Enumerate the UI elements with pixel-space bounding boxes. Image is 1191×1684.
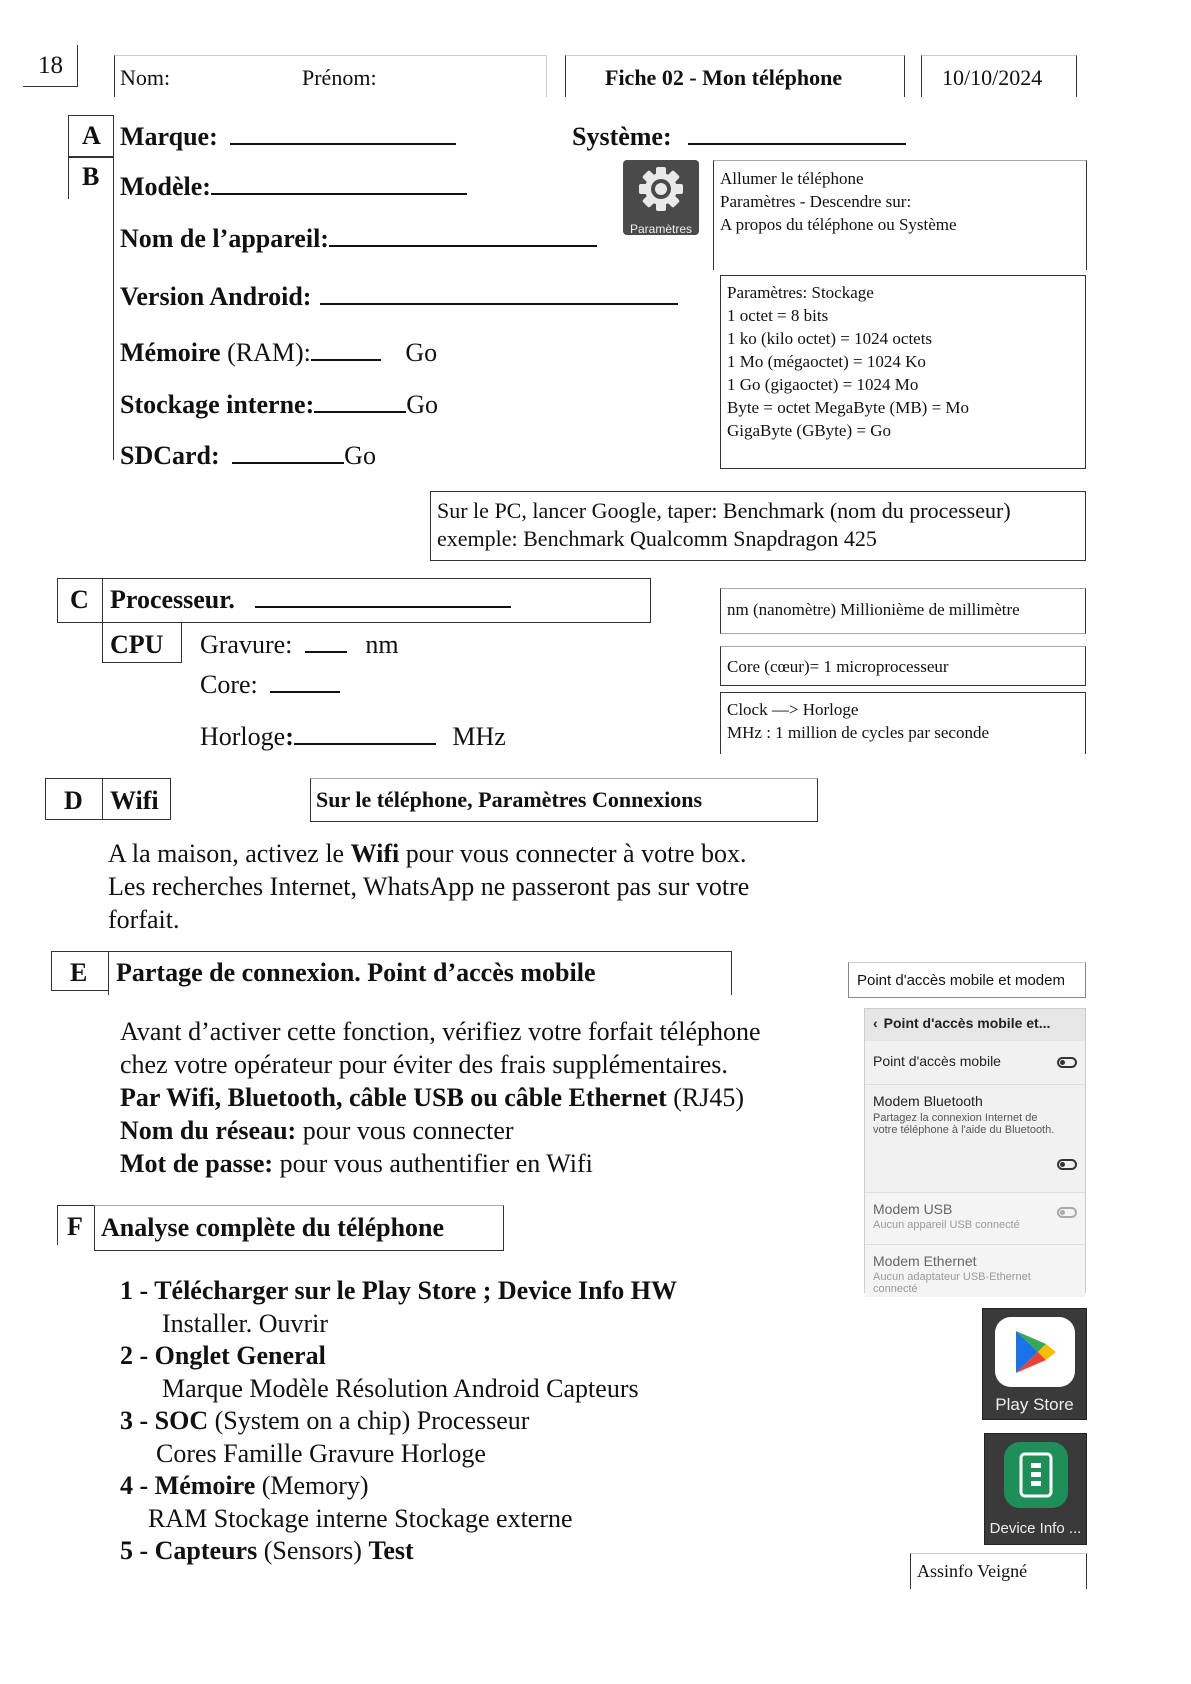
- wifi-para-bold: Wifi: [350, 839, 400, 868]
- analyse-title: Analyse complète du téléphone: [101, 1213, 445, 1242]
- step-title: 4 - Mémoire: [120, 1471, 256, 1500]
- toggle-switch[interactable]: [1057, 1159, 1077, 1170]
- hotspot-panel: [864, 1008, 1086, 1293]
- systeme-row: [572, 122, 906, 152]
- partage-paragraph: [120, 1015, 761, 1180]
- modele-field[interactable]: [211, 192, 467, 195]
- sheet-title: Fiche 02 - Mon téléphone: [605, 65, 843, 90]
- clock-note-line: Clock —> Horloge: [727, 700, 859, 719]
- partage-text: (RJ45): [666, 1083, 745, 1112]
- settings-note-line: Allumer le téléphone: [720, 169, 864, 188]
- wifi-para-text: A la maison, activez le: [108, 839, 351, 868]
- nom-appareil-field[interactable]: [329, 244, 597, 247]
- play-store-icon: [1010, 1327, 1060, 1377]
- hotspot-item-label: Modem USB: [873, 1201, 953, 1217]
- partage-bold: Nom du réseau:: [120, 1116, 297, 1145]
- storage-note-line: 1 octet = 8 bits: [727, 306, 829, 325]
- gravure-unit: nm: [365, 630, 399, 659]
- memoire-unit: Go: [405, 338, 438, 367]
- storage-note-line: Byte = octet MegaByte (MB) = Mo: [727, 398, 970, 417]
- horloge-colon: :: [285, 722, 294, 751]
- version-android-label: Version Android:: [120, 282, 312, 311]
- core-field[interactable]: [270, 690, 340, 693]
- letter-f: F: [67, 1212, 83, 1241]
- memoire-row: [120, 338, 437, 368]
- partage-line: Avant d’activer cette fonction, vérifiez votre forfait téléphone: [120, 1017, 761, 1046]
- sdcard-label: SDCard:: [120, 441, 220, 470]
- back-arrow-icon[interactable]: ‹: [873, 1015, 878, 1031]
- toggle-switch[interactable]: [1057, 1057, 1077, 1068]
- sdcard-field[interactable]: [232, 461, 344, 464]
- partage-bold: Mot de passe:: [120, 1149, 274, 1178]
- play-store-app[interactable]: [982, 1308, 1087, 1420]
- gear-icon: [623, 160, 699, 216]
- settings-note: [713, 160, 1087, 270]
- stockage-label: Stockage interne:: [120, 390, 315, 419]
- horloge-unit: MHz: [452, 722, 506, 751]
- memoire-ram: (RAM):: [227, 338, 311, 367]
- hotspot-item-label: Point d'accès mobile: [873, 1053, 1001, 1069]
- analyse-steps: [120, 1275, 677, 1568]
- storage-note-line: 1 Mo (mégaoctet) = 1024 Ko: [727, 352, 926, 371]
- benchmark-note-line: Sur le PC, lancer Google, taper: Benchmark (nom du processeur): [437, 498, 1011, 523]
- marque-field[interactable]: [230, 142, 456, 145]
- gravure-row: [200, 630, 399, 660]
- modele-label: Modèle:: [120, 172, 211, 201]
- step-text: (Memory): [255, 1471, 369, 1500]
- step-detail: Installer. Ouvrir: [162, 1308, 329, 1338]
- hotspot-item-label: Modem Ethernet: [873, 1253, 977, 1269]
- horloge-label: Horloge: [200, 722, 286, 751]
- nom-appareil-label: Nom de l’appareil:: [120, 224, 329, 253]
- hotspot-caption: Point d'accès mobile et modem: [857, 972, 1065, 989]
- clock-note-line: MHz : 1 million de cycles par seconde: [727, 723, 990, 742]
- letter-e: E: [70, 958, 88, 987]
- storage-note-line: 1 Go (gigaoctet) = 1024 Mo: [727, 375, 919, 394]
- letter-c: C: [70, 585, 89, 614]
- letter-d: D: [64, 786, 83, 815]
- step-text: (System on a chip) Processeur: [208, 1406, 530, 1435]
- partage-bold: Par Wifi, Bluetooth, câble USB ou câble Ethernet: [120, 1083, 667, 1112]
- hotspot-item-desc: Aucun appareil USB connecté: [873, 1219, 1020, 1231]
- device-info-icon: [1018, 1451, 1054, 1499]
- horloge-field[interactable]: [294, 742, 436, 745]
- letter-a: A: [82, 121, 101, 150]
- partage-line: chez votre opérateur pour éviter des frais supplémentaires.: [120, 1050, 728, 1079]
- version-android-field[interactable]: [320, 302, 678, 305]
- toggle-switch[interactable]: [1057, 1207, 1077, 1218]
- benchmark-note-line: exemple: Benchmark Qualcomm Snapdragon 425: [437, 526, 877, 551]
- marque-row: [120, 122, 456, 152]
- nom-appareil-row: [120, 224, 597, 254]
- processeur-label: Processeur.: [110, 585, 235, 614]
- step-title: 5 - Capteurs: [120, 1536, 258, 1565]
- wifi-paragraph: [108, 837, 749, 936]
- wifi-para-line: Les recherches Internet, WhatsApp ne passeront pas sur votre: [108, 872, 750, 901]
- core-note: [720, 646, 1086, 686]
- hotspot-item-usb[interactable]: [865, 1193, 1085, 1245]
- partage-text: pour vous authentifier en Wifi: [273, 1149, 593, 1178]
- letter-b: B: [82, 162, 100, 191]
- memoire-field[interactable]: [311, 358, 381, 361]
- processeur-row: [110, 585, 511, 615]
- wifi-para-text: pour vous connecter à votre box.: [399, 839, 747, 868]
- page-number: 18: [38, 52, 63, 79]
- wifi-note-rest: , Paramètres Connexions: [467, 787, 703, 812]
- wifi-note-bold: Sur le téléphone: [316, 787, 468, 812]
- play-store-label: Play Store: [995, 1395, 1074, 1414]
- stockage-row: [120, 390, 438, 420]
- step-title: 2 - Onglet General: [120, 1341, 326, 1370]
- systeme-label: Système:: [572, 122, 672, 151]
- storage-note-line: Paramètres: Stockage: [727, 283, 874, 302]
- step-title: Test: [368, 1536, 414, 1565]
- hotspot-item-label: Modem Bluetooth: [873, 1093, 983, 1109]
- partage-title: Partage de connexion. Point d’accès mobile: [116, 958, 596, 987]
- nm-note: [720, 588, 1086, 634]
- date: 10/10/2024: [942, 65, 1043, 90]
- hotspot-item-desc: connecté: [873, 1283, 918, 1295]
- horloge-row: [200, 722, 506, 752]
- hotspot-item-desc: votre téléphone à l'aide du Bluetooth.: [873, 1124, 1055, 1136]
- stockage-field[interactable]: [314, 410, 406, 413]
- benchmark-note: [430, 491, 1086, 561]
- marque-label: Marque:: [120, 122, 218, 151]
- storage-note: [720, 275, 1086, 469]
- step-detail: RAM Stockage interne Stockage externe: [148, 1503, 573, 1533]
- wifi-title: Wifi: [110, 786, 159, 815]
- settings-app-icon[interactable]: [623, 160, 699, 235]
- nm-note-text: nm (nanomètre) Millionième de millimètre: [727, 600, 1020, 619]
- prenom-label: Prénom:: [302, 65, 377, 90]
- gravure-label: Gravure:: [200, 630, 293, 659]
- hotspot-item-ethernet[interactable]: [865, 1245, 1085, 1297]
- storage-note-line: 1 ko (kilo octet) = 1024 octets: [727, 329, 933, 348]
- processeur-field[interactable]: [255, 605, 511, 608]
- settings-icon-caption: Paramètres: [629, 222, 693, 236]
- partage-text: pour vous connecter: [296, 1116, 514, 1145]
- stockage-unit: Go: [406, 390, 439, 419]
- cpu-label: CPU: [110, 630, 164, 659]
- core-label: Core:: [200, 670, 258, 699]
- version-android-row: [120, 282, 678, 312]
- sdcard-row: [120, 441, 376, 471]
- core-note-text: Core (cœur)= 1 microprocesseur: [727, 657, 949, 676]
- step-title: 3 - SOC: [120, 1406, 209, 1435]
- settings-note-line: Paramètres - Descendre sur:: [720, 192, 912, 211]
- hotspot-header-title: Point d'accès mobile et...: [883, 1015, 1051, 1031]
- storage-note-line: GigaByte (GByte) = Go: [727, 421, 891, 440]
- hotspot-header: [865, 1009, 1085, 1041]
- clock-note: [720, 692, 1086, 754]
- sdcard-unit: Go: [344, 441, 376, 470]
- step-detail: Cores Famille Gravure Horloge: [156, 1438, 486, 1468]
- wifi-para-line: forfait.: [108, 905, 180, 934]
- step-text: (Sensors): [257, 1536, 369, 1565]
- hotspot-item-mobile[interactable]: [865, 1041, 1085, 1085]
- device-info-label: Device Info ...: [989, 1520, 1082, 1537]
- hotspot-item-bluetooth[interactable]: [865, 1085, 1085, 1193]
- section-a-divider: [113, 115, 114, 460]
- nom-label: Nom:: [120, 65, 171, 90]
- memoire-label: Mémoire: [120, 338, 221, 367]
- modele-row: [120, 172, 467, 202]
- systeme-field[interactable]: [688, 142, 906, 145]
- hotspot-item-desc: Partagez la connexion Internet de: [873, 1112, 1038, 1124]
- device-info-app[interactable]: [984, 1433, 1087, 1545]
- settings-note-line: A propos du téléphone ou Système: [720, 215, 957, 234]
- hotspot-item-desc: Aucun adaptateur USB-Ethernet: [873, 1271, 1031, 1283]
- core-row: [200, 670, 340, 700]
- author: Assinfo Veigné: [917, 1561, 1028, 1581]
- gravure-field[interactable]: [305, 650, 347, 653]
- wifi-note: [316, 787, 702, 813]
- step-detail: Marque Modèle Résolution Android Capteurs: [162, 1373, 639, 1403]
- step-title: 1 - Télécharger sur le Play Store ; Device Info HW: [120, 1276, 677, 1305]
- hotspot-caption-box: [848, 962, 1086, 998]
